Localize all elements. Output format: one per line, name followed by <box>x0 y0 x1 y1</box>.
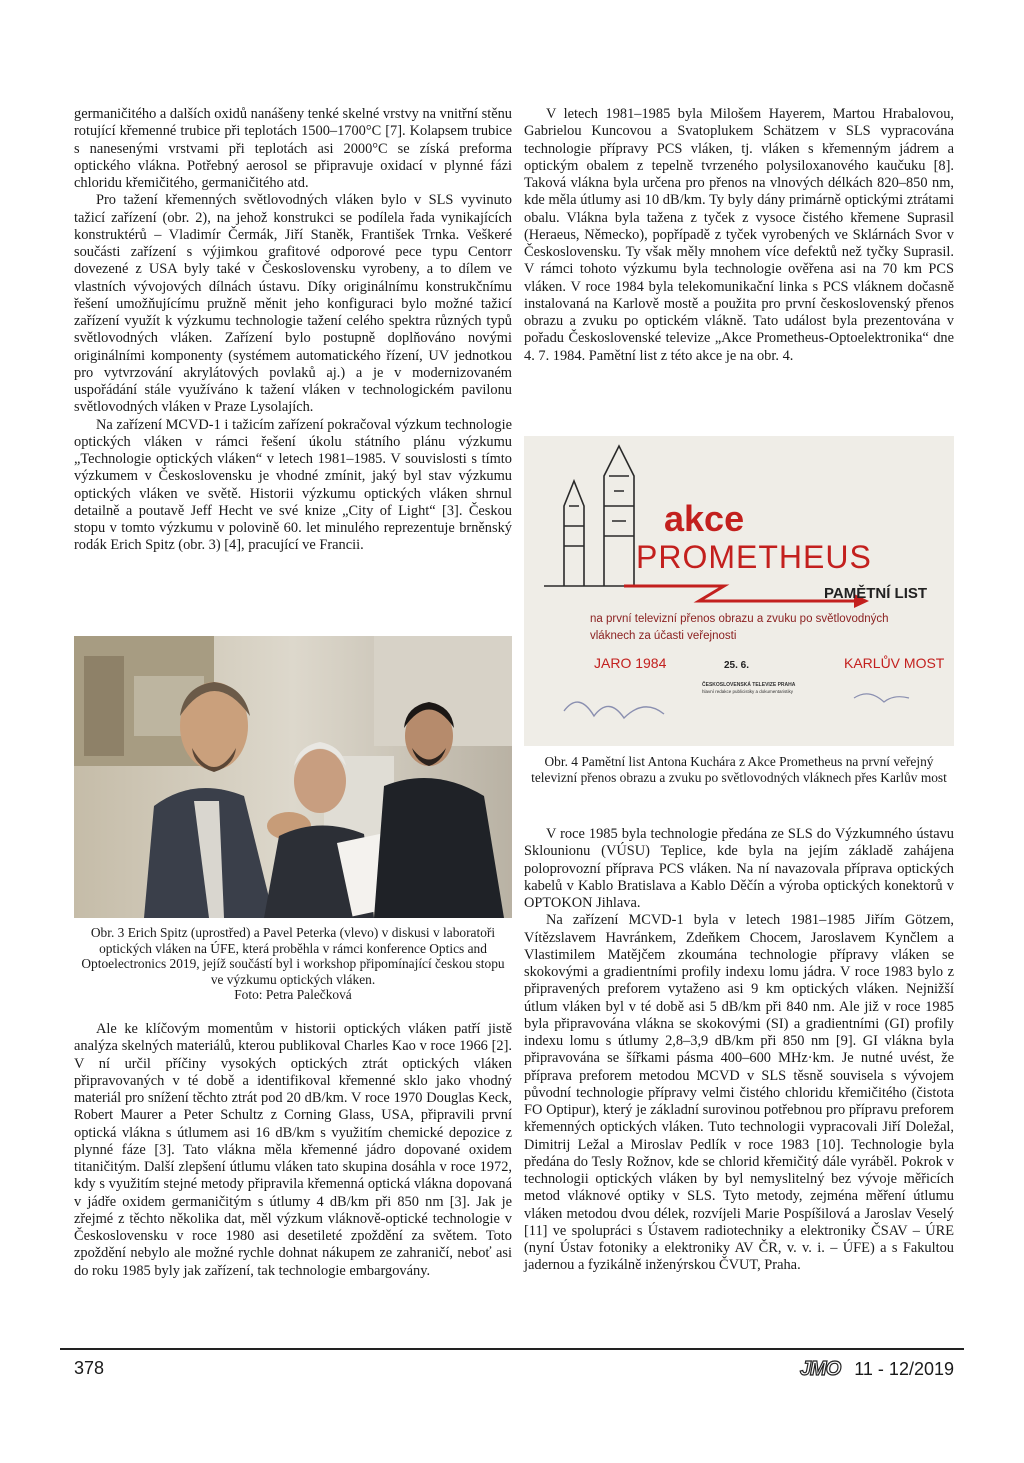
svg-text:25. 6.: 25. 6. <box>724 660 750 671</box>
figure-3-photo <box>74 636 512 918</box>
footer-right <box>800 1358 954 1381</box>
left-column-top <box>74 106 512 555</box>
journal-logo: JMO <box>799 1358 841 1380</box>
svg-text:hlavní redakce publicistiky a: hlavní redakce publicistiky a dokumentaristiky <box>702 689 794 694</box>
paragraph: Ale ke klíčovým momentům v historii optických vláken patří jistě analýza skelných materiálů, kterou publikoval Charles Kao v roce 1966 [2]. V ní určil příčiny vysokých optických ztrát optických vláken připravovaných v té době a identifikoval křemenné sklo jako vhodný materiál pro snížení těchto ztrát pod 20 dB/km. V roce 1970 Douglas Keck, Robert Maurer a Peter Schultz z Corning Glass, USA, připravili první optická vlákna s útlumem asi 16 dB/km s využitím chemické depozice z plynné fáze [3]. Tato vlákna měla křemenné jádro dopované oxidem titaničitým. Další zlepšení útlumu vláken tato skupina dosáhla v roce 1972, kdy s využitím stejné metody připravila křemenná optická vlákna dopovaná v jádře oxidem germaničitým s útlumy 4 dB/km při 850 nm [3]. Jak je zřejmé z těchto několika dat, měl výzkum vláknově-optické technologie v Československu v roce 1980 asi desetileté zpoždění za světem. Toto zpoždění nebylo ale možné rychle dohnat nákupem ze zahraničí, neboť asi do roku 1985 byly jak zařízení, tak technologie embargovány. <box>74 1021 512 1279</box>
figure-3-caption <box>74 925 512 1003</box>
svg-text:PAMĚTNÍ LIST: PAMĚTNÍ LIST <box>824 585 928 602</box>
paragraph: Na zařízení MCVD-1 i tažicím zařízení pokračoval výzkum technologie optických vláken v rámci řešení úkolu státního plánu výzkumu „Technologie optických vláken“ v letech 1981–1985. V souvislosti s tímto výzkumem v Československu je vhodné zmínit, jaký byl stav výzkumu optických vláken ve světě. Historii výzkumu optických vláken shrnul detailně a poutavě Jeff Hecht ve své knize „City of Light“ [3]. Českou stopu v tomto výzkumu v polovině 60. let minulého reprezentuje brněnský rodák Erich Spitz (obr. 3) [4], pracující ve Francii. <box>74 416 512 554</box>
svg-text:ČESKOSLOVENSKÁ TELEVIZE PRAHA: ČESKOSLOVENSKÁ TELEVIZE PRAHA <box>702 682 796 688</box>
paragraph: V letech 1981–1985 byla Milošem Hayerem, Martou Hrabalovou, Gabrielou Kuncovou a Svatoplukem Schätzem v SLS vypracována technologie přípravy PCS vláken, tj. vláken s křemenným jádrem a optickým obalem z tepelně tvrzeného polysiloxanového kaučuku [8]. Taková vlákna byla určena pro přenos na vlnových délkách 820–850 nm, kde měla útlumy asi 10 dB/km. Ty byly dány primárně optickými ztrátami obalu. Vlákna byla tažena z tyček z vysoce čistého křemene Suprasil (Heraeus, Německo), popřípadě z tyček vyrobených ve Sklárnách Svor v Československu. Ty však měly mnohem více defektů než tyčky Suprasil. V rámci tohoto výzkumu byla technologie ověřena asi na 70 km PCS vláken. V roce 1984 byla telekomunikační linka s PCS vláknem dočasně instalovaná na Karlově mostě a použita pro první československý přenos obrazu a zvuku po optickém vlákně. Tato událost byla prezentována v pořadu Československé televize „Akce Prometheus-Optoelektronika“ dne 4. 7. 1984. Pamětní list z této akce je na obr. 4. <box>524 106 954 364</box>
page-number: 378 <box>74 1358 105 1378</box>
svg-text:vláknech za účasti veřejnosti: vláknech za účasti veřejnosti <box>590 630 737 642</box>
paragraph: V roce 1985 byla technologie předána ze SLS do Výzkumného ústavu Sklounionu (VÚSU) Teplice, kde byla na jejím základě zahájena poloprovozní příprava PCS vláken. Na ní navazovala příprava optických kabelů v Kablo Bratislava a Kablo Děčín a výroba optických konektorů v OPTOKON Jihlava. <box>524 826 954 911</box>
svg-text:JARO 1984: JARO 1984 <box>594 655 667 671</box>
figure-4-poster <box>524 436 954 746</box>
svg-text:akce: akce <box>664 498 745 539</box>
right-column-top <box>524 106 954 365</box>
paragraph: germaničitého a dalších oxidů nanášeny tenké skelné vrstvy na vnitřní stěnu rotující křemenné trubice při teplotách 1500–1700°C [7]. Kolapsem trubice s nanesenými vrstvami při teplotách asi 2000°C se získá preforma optického vlákna. Potřebný aerosol se připravuje oxidací v plynné fázi chloridu křemičitého, germaničitého atd. <box>74 106 512 191</box>
issue-number: 11 - 12/2019 <box>854 1359 954 1379</box>
right-column-bottom <box>524 826 954 1275</box>
svg-text:na první televizní přenos obra: na první televizní přenos obrazu a zvuku po světlovodných <box>590 613 889 625</box>
footer-divider <box>60 1348 964 1350</box>
svg-text:KARLŮV MOST: KARLŮV MOST <box>844 655 945 671</box>
figure-4-caption: Obr. 4 Pamětní list Antona Kuchára z Akce Prometheus na první veřejný televizní přenos obrazu a zvuku po světlovodných vláknech přes Karlův most <box>531 754 947 785</box>
caption-text: Obr. 3 Erich Spitz (uprostřed) a Pavel Peterka (vlevo) v diskusi v laboratoři optických vláken na ÚFE, která proběhla v rámci konference Optics and Optoelectronics 2019, jejíž součástí byl i workshop připomínající českou stopu ve výzkumu optických vláken. <box>81 925 505 987</box>
paragraph: Pro tažení křemenných světlovodných vláken bylo v SLS vyvinuto tažicí zařízení (obr. 2), na jehož konstrukci se podílela řada vynikajících konstruktérů – Vladimír Čermák, Jiří Staněk, František Trnka. Veškeré součásti zařízení s výjimkou grafitové odporové pece typu Centorr dovezené z USA byly také v Československu vyrobeny, a to dílem ve vlastních vývojových dílnách ústavu. Díky originálnímu konstrukčnímu řešení umožňujícímu pružně měnit jeho konfiguraci bylo možné tažicí zařízení využít k výzkumu technologie tažení celého spektra různých typů světlovodných vláken. Zařízení bylo postupně doplňováno novými originálními komponenty (systémem automatického řízení, UV jednotkou pro vytvrzování akrylátových povlaků aj.) a je v modernizovaném uspořádání stále využíváno k tažení vláken v technologickém pavilonu světlovodných vláken v Praze Lysolajích. <box>74 192 512 416</box>
lab-discussion-photo <box>74 636 512 918</box>
svg-text:PROMETHEUS: PROMETHEUS <box>636 539 872 575</box>
photo-credit: Foto: Petra Palečková <box>234 987 352 1003</box>
paragraph: Na zařízení MCVD-1 byla v letech 1981–1985 Jiřím Götzem, Vítězslavem Havránkem, Zdeňkem Chocem, Jaroslavem Kynčlem a Vlastimilem Matějčem zkoumána technologie přípravy vláken se skokovými a gradientními profily indexu lomu jádra. V roce 1983 bylo z připravených preforem vytaženo asi 9 km optických vláken. Nejnižší útlum vláken byl v té době asi 5 dB/km při 840 nm. Ale již v roce 1985 byla připravována vlákna se skokovými (SI) a gradientními (GI) profily indexu lomu s útlumy 2,8–3,9 dB/km při 850 nm [9]. GI vlákna byla připravována se šířkami pásma 400–600 MHz·km. Je nutné uvést, že příprava preforem metodou MCVD v SLS těsně souvisela s vývojem původní technologie přípravy velmi čistého chloridu křemičitého (čistota FO Optipur), který je základní surovinou potřebnou pro přípravu preforem křemenných optických vláken. Tuto technologii vypracovali Jiří Doležal, Dimitrij Ležal a Miroslav Pedlík v roce 1983 [10]. Technologie byla předána do Tesly Rožnov, kde se chlorid křemičitý dále vyráběl. Pokrok v technologii optických vláken by byl nemyslitelný bez vývoje měřicích metod vláknové optiky v SLS. Tyto metody, zejména měření útlumu vláken metodou dvou délek, rozvíjeli Marie Pospíšilová a Jaroslav Veselý [11] ve spolupráci s Ústavem radiotechniky a elektroniky ČSAV – ÚRE (nyní Ústav fotoniky a elektroniky AV ČR, v. v. i. – ÚFE) a s Fakultou jadernou a fyzikálně inženýrskou ČVUT, Praha. <box>524 912 954 1274</box>
prometheus-poster-image <box>524 436 954 746</box>
left-column-bottom <box>74 1021 512 1280</box>
